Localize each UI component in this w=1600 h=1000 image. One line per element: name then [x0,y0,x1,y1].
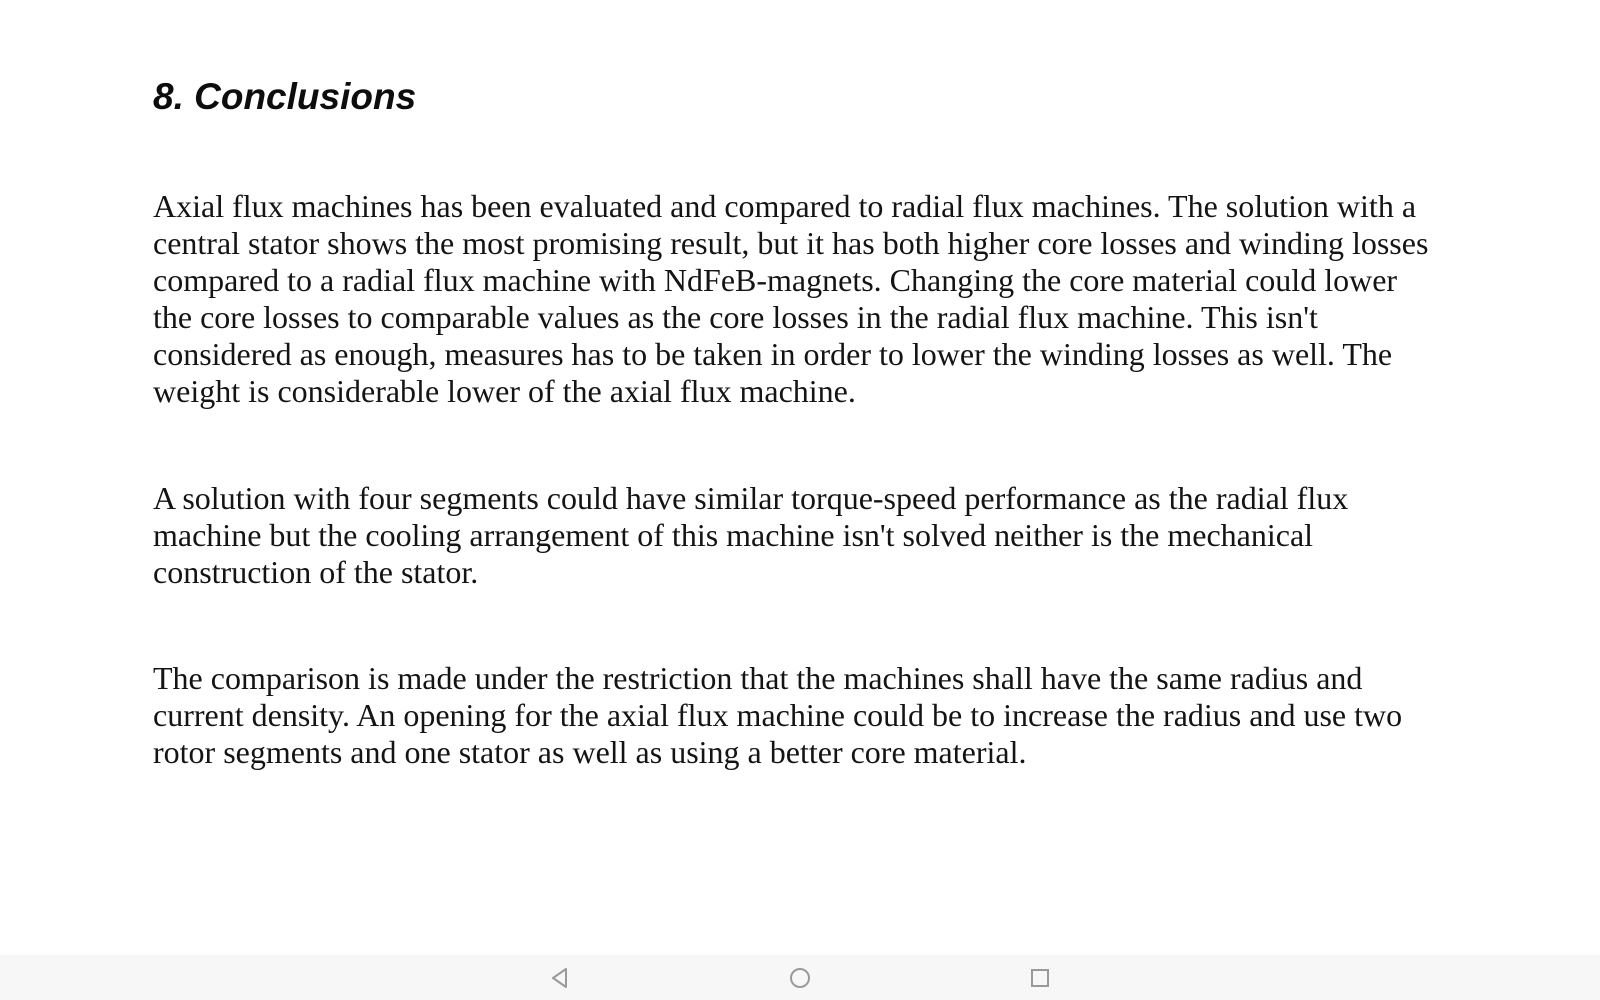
paragraph-line: A solution with four segments could have similar torque-speed performance as the radial flux [153,480,1349,516]
paragraph-line: current density. An opening for the axial flux machine could be to increase the radius and use two [153,697,1403,733]
paragraph-line: Axial flux machines has been evaluated and compared to radial flux machines. The solution with a [153,188,1417,224]
back-button[interactable] [545,963,575,993]
paragraph-line: rotor segments and one stator as well as using a better core material. [153,734,1027,770]
recent-apps-button[interactable] [1025,963,1055,993]
paragraph-line: machine but the cooling arrangement of this machine isn't solved neither is the mechanical [153,517,1314,553]
navigation-bar [0,955,1600,1000]
paragraph-line: the core losses to comparable values as the core losses in the radial flux machine. This isn't [153,299,1318,335]
section-heading: 8. Conclusions [153,76,417,117]
paragraph-2 [153,480,1453,591]
paragraph-line: construction of the stator. [153,554,479,590]
paragraph-1 [153,188,1453,410]
paragraph-line: The comparison is made under the restriction that the machines shall have the same radius and [153,660,1363,696]
circle-home-icon [789,967,811,989]
paragraph-3 [153,660,1453,771]
paragraph-line: weight is considerable lower of the axial flux machine. [153,373,856,409]
paragraph-line: considered as enough, measures has to be taken in order to lower the winding losses as well. The [153,336,1393,372]
paragraph-line: central stator shows the most promising result, but it has both higher core losses and winding losses [153,225,1429,261]
square-recent-apps-icon [1030,968,1050,988]
paragraph-line: compared to a radial flux machine with NdFeB-magnets. Changing the core material could lower [153,262,1398,298]
triangle-back-icon [550,967,570,989]
home-button[interactable] [785,963,815,993]
